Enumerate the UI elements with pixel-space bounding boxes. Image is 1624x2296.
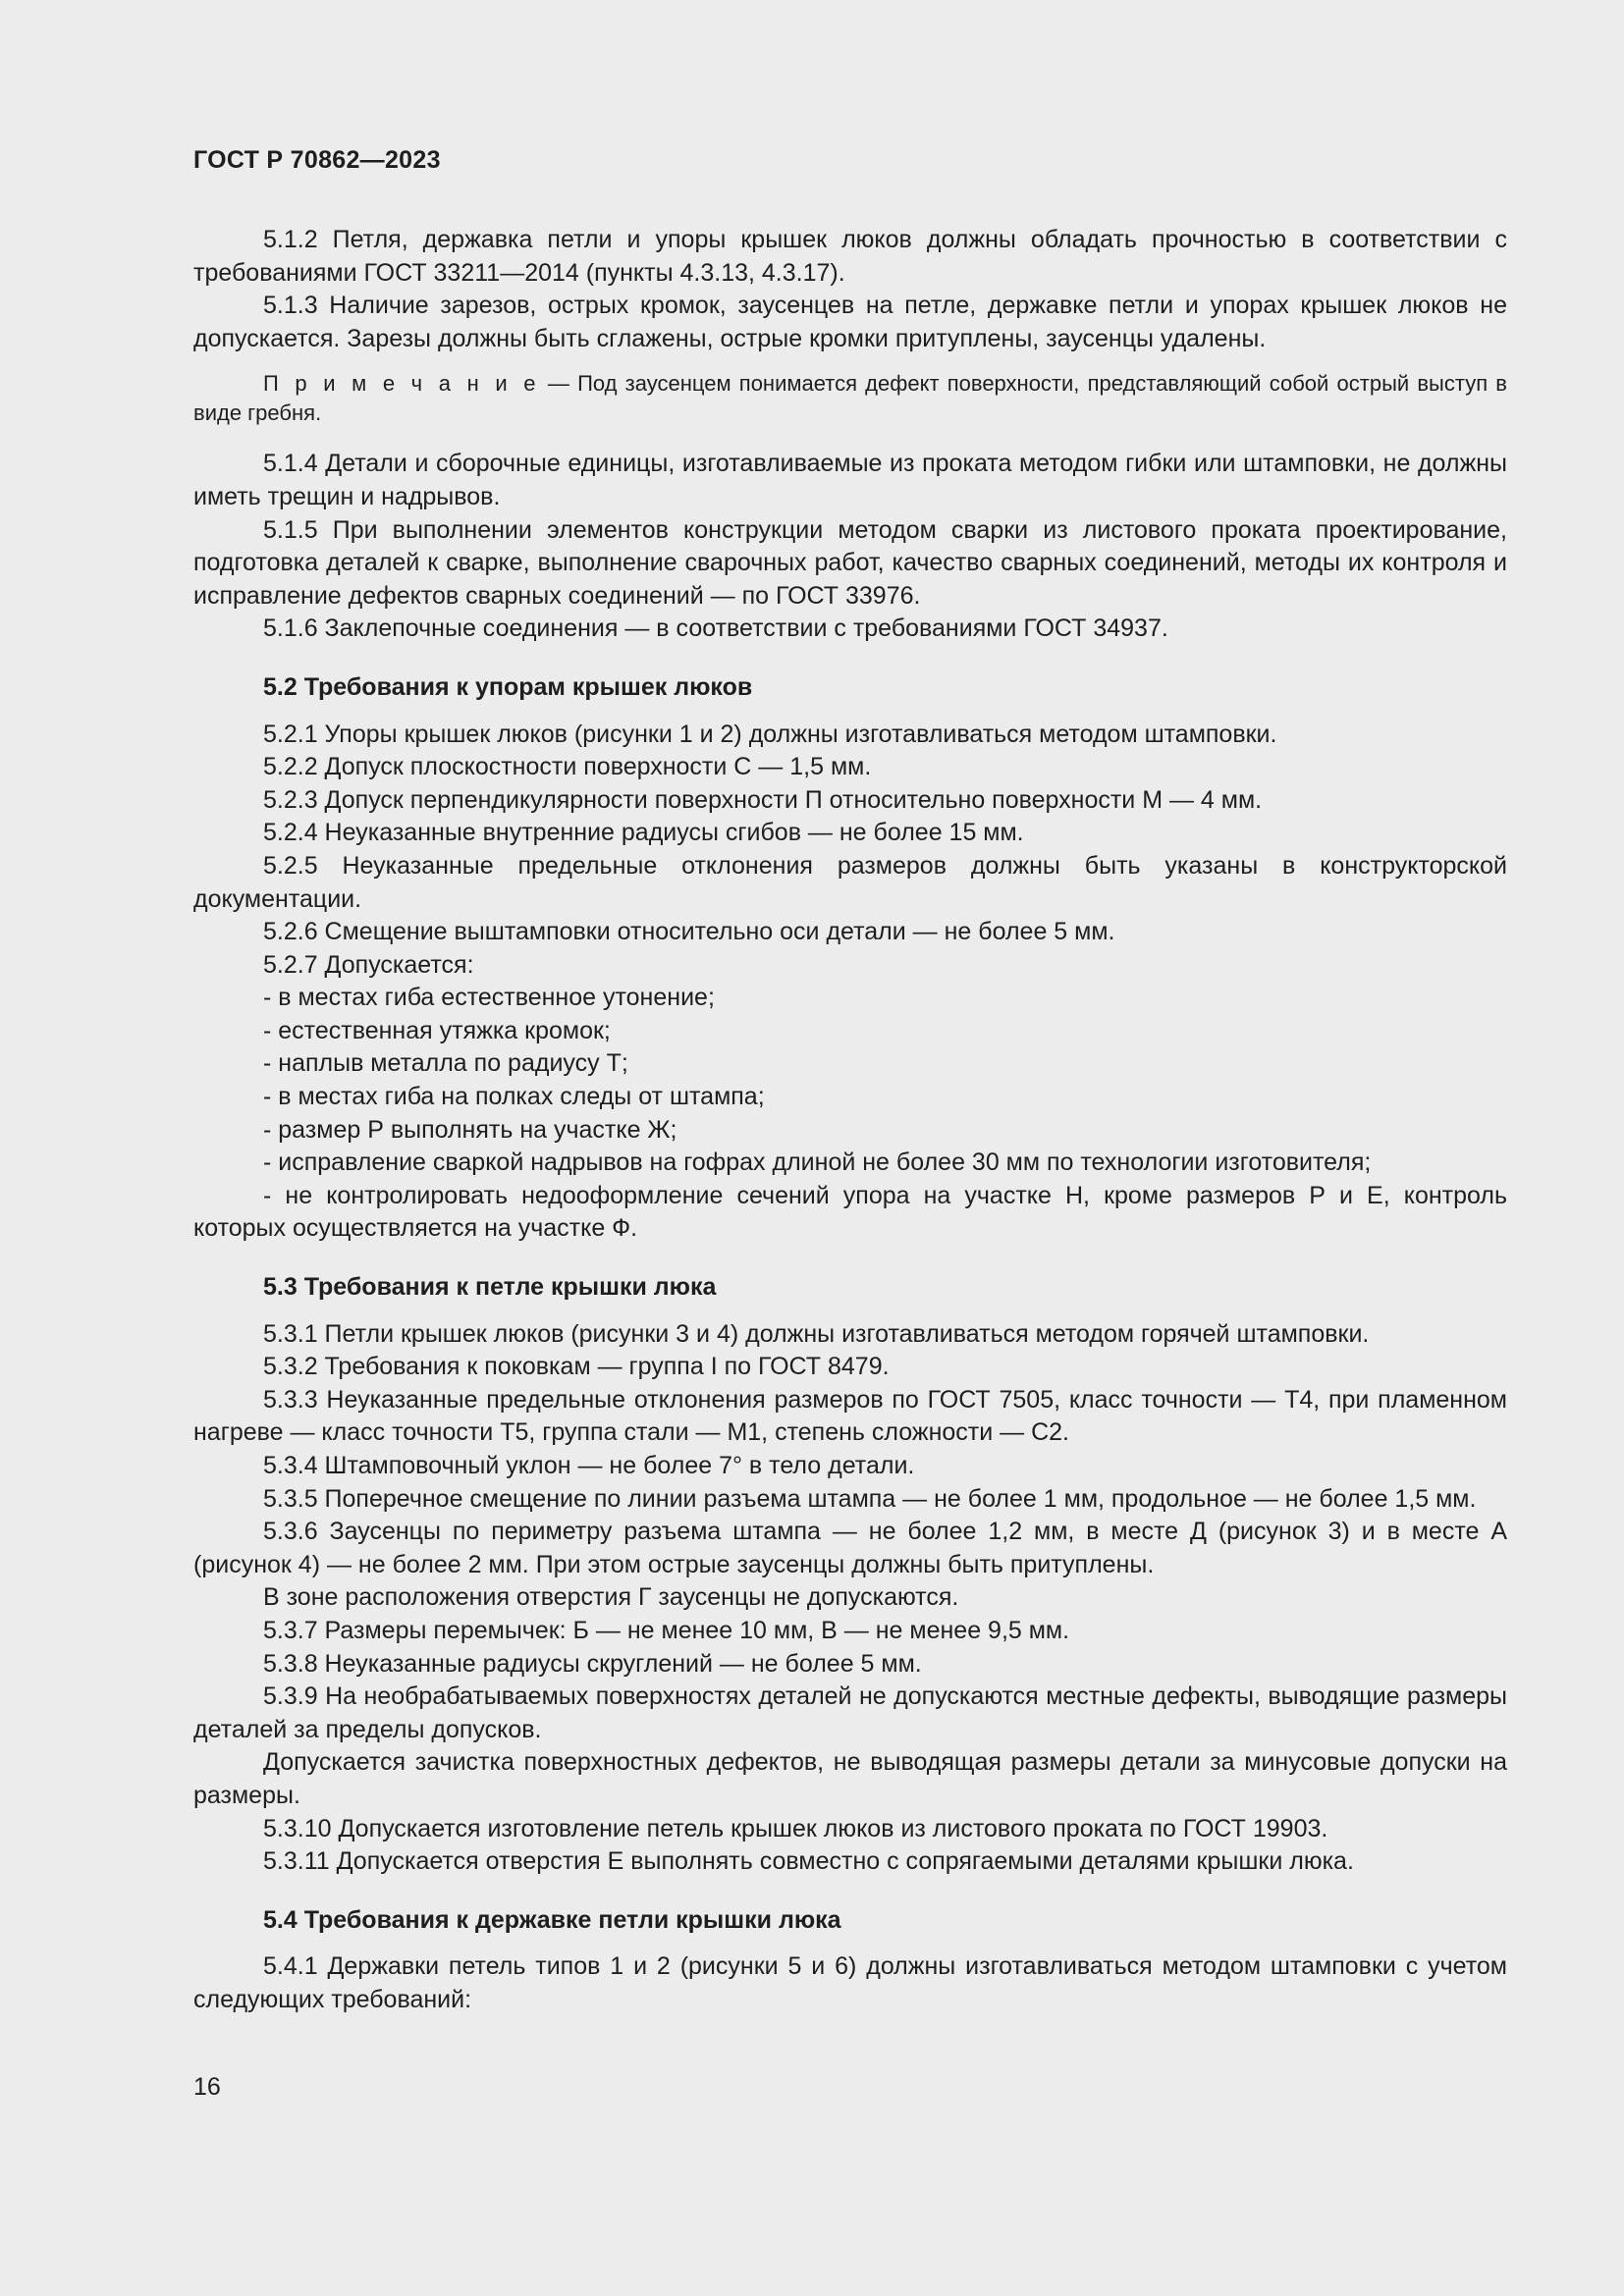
page-number: 16 <box>193 2073 221 2101</box>
clause-5-1-2: 5.1.2 Петля, державка петли и упоры крышек люков должны обладать прочностью в соответствии с требованиями ГОСТ 33211—2014 (пункты 4.3.13, 4.3.17). <box>193 226 1507 287</box>
clause-5-3-9: 5.3.9 На необрабатываемых поверхностях деталей не допускаются местные дефекты, выводящие размеры деталей за пределы допусков. <box>193 1682 1507 1743</box>
clause-5-1-5: 5.1.5 При выполнении элементов конструкции методом сварки из листового проката проектирование, подготовка деталей к сварке, выполнение сварочных работ, качество сварных соединений, методы их контроля и исправление дефектов сварных соединений — по ГОСТ 33976. <box>193 515 1507 610</box>
clause-5-4-1: 5.4.1 Державки петель типов 1 и 2 (рисунки 5 и 6) должны изготавливаться методом штамповки с учетом следующих требований: <box>193 1952 1507 2013</box>
list-item: - в местах гиба естественное утонение; <box>263 984 715 1012</box>
clause-5-2-7: 5.2.7 Допускается: <box>263 950 474 979</box>
clause-5-2-2: 5.2.2 Допуск плоскостности поверхности С — 1,5 мм. <box>263 753 872 781</box>
clause-5-3-2: 5.3.2 Требования к поковкам — группа I по ГОСТ 8479. <box>263 1353 890 1381</box>
clause-5-3-3: 5.3.3 Неуказанные предельные отклонения размеров по ГОСТ 7505, класс точности — Т4, при пламенном нагреве — класс точности Т5, группа стали — М1, степень сложности — С2. <box>193 1385 1507 1447</box>
document-header: ГОСТ Р 70862—2023 <box>193 146 441 174</box>
document-body <box>193 224 1507 2017</box>
clause-5-1-3: 5.1.3 Наличие зарезов, острых кромок, заусенцев на петле, державке петли и упорах крышек люков не допускается. Зарезы должны быть сглажены, острые кромки притуплены, заусенцы удалены. <box>193 292 1507 352</box>
list-item: - не контролировать недооформление сечений упора на участке Н, кроме размеров Р и Е, контроль которых осуществляется на участке Ф. <box>193 1181 1507 1243</box>
clause-5-2-5: 5.2.5 Неуказанные предельные отклонения размеров должны быть указаны в конструкторской документации. <box>193 851 1507 913</box>
list-item: - естественная утяжка кромок; <box>263 1016 611 1044</box>
clause-5-3-10: 5.3.10 Допускается изготовление петель крышек люков из листового проката по ГОСТ 19903. <box>263 1814 1328 1842</box>
list-item: - в местах гиба на полках следы от штампа; <box>263 1083 765 1111</box>
section-heading-5-3: 5.3 Требования к петле крышки люка <box>263 1273 717 1302</box>
clause-5-2-4: 5.2.4 Неуказанные внутренние радиусы сгибов — не более 15 мм. <box>263 819 1024 847</box>
clause-5-3-8: 5.3.8 Неуказанные радиусы скруглений — не более 5 мм. <box>263 1649 922 1678</box>
section-heading-5-2: 5.2 Требования к упорам крышек люков <box>263 672 753 701</box>
clause-5-2-6: 5.2.6 Смещение выштамповки относительно оси детали — не более 5 мм. <box>263 918 1115 946</box>
note <box>193 369 1507 428</box>
clause-5-3-7: 5.3.7 Размеры перемычек: Б — не менее 10 мм, В — не менее 9,5 мм. <box>263 1616 1070 1644</box>
note-label: П р и м е ч а н и е <box>263 371 540 397</box>
note-text: Под заусенцем понимается дефект поверхности, представляющий собой острый выступ в виде гребня. <box>193 371 1507 426</box>
clause-5-2-3: 5.2.3 Допуск перпендикулярности поверхности П относительно поверхности М — 4 мм. <box>263 785 1263 814</box>
clause-5-3-6: 5.3.6 Заусенцы по периметру разъема штампа — не более 1,2 мм, в месте Д (рисунок 3) и в месте А (рисунок 4) — не более 2 мм. При этом острые заусенцы должны быть притуплены. <box>193 1518 1507 1578</box>
clause-5-3-1: 5.3.1 Петли крышек люков (рисунки 3 и 4) должны изготавливаться методом горячей штамповки. <box>263 1319 1370 1348</box>
clause-5-3-9-continued: Допускается зачистка поверхностных дефектов, не выводящая размеры детали за минусовые допуски на размеры. <box>193 1748 1507 1809</box>
clause-5-3-6-continued: В зоне расположения отверстия Г заусенцы не допускаются. <box>263 1583 959 1612</box>
note-dash: — <box>539 371 578 397</box>
clause-5-2-1: 5.2.1 Упоры крышек люков (рисунки 1 и 2) должны изготавливаться методом штамповки. <box>263 720 1277 748</box>
clause-5-3-4: 5.3.4 Штамповочный уклон — не более 7° в тело детали. <box>263 1452 915 1479</box>
clause-5-1-4: 5.1.4 Детали и сборочные единицы, изготавливаемые из проката методом гибки или штамповки, не должны иметь трещин и надрывов. <box>193 450 1507 510</box>
clause-5-1-6: 5.1.6 Заклепочные соединения — в соответствии с требованиями ГОСТ 34937. <box>263 614 1168 643</box>
list-item: - исправление сваркой надрывов на гофрах длиной не более 30 мм по технологии изготовителя; <box>263 1148 1372 1177</box>
section-heading-5-4: 5.4 Требования к державке петли крышки люка <box>263 1905 841 1934</box>
list-item: - наплыв металла по радиусу Т; <box>263 1049 628 1078</box>
clause-5-3-5: 5.3.5 Поперечное смещение по линии разъема штампа — не более 1 мм, продольное — не более 1,5 мм. <box>263 1484 1477 1513</box>
list-item: - размер Р выполнять на участке Ж; <box>263 1115 677 1144</box>
clause-5-3-11: 5.3.11 Допускается отверстия Е выполнять совместно с сопрягаемыми деталями крышки люка. <box>263 1847 1354 1876</box>
